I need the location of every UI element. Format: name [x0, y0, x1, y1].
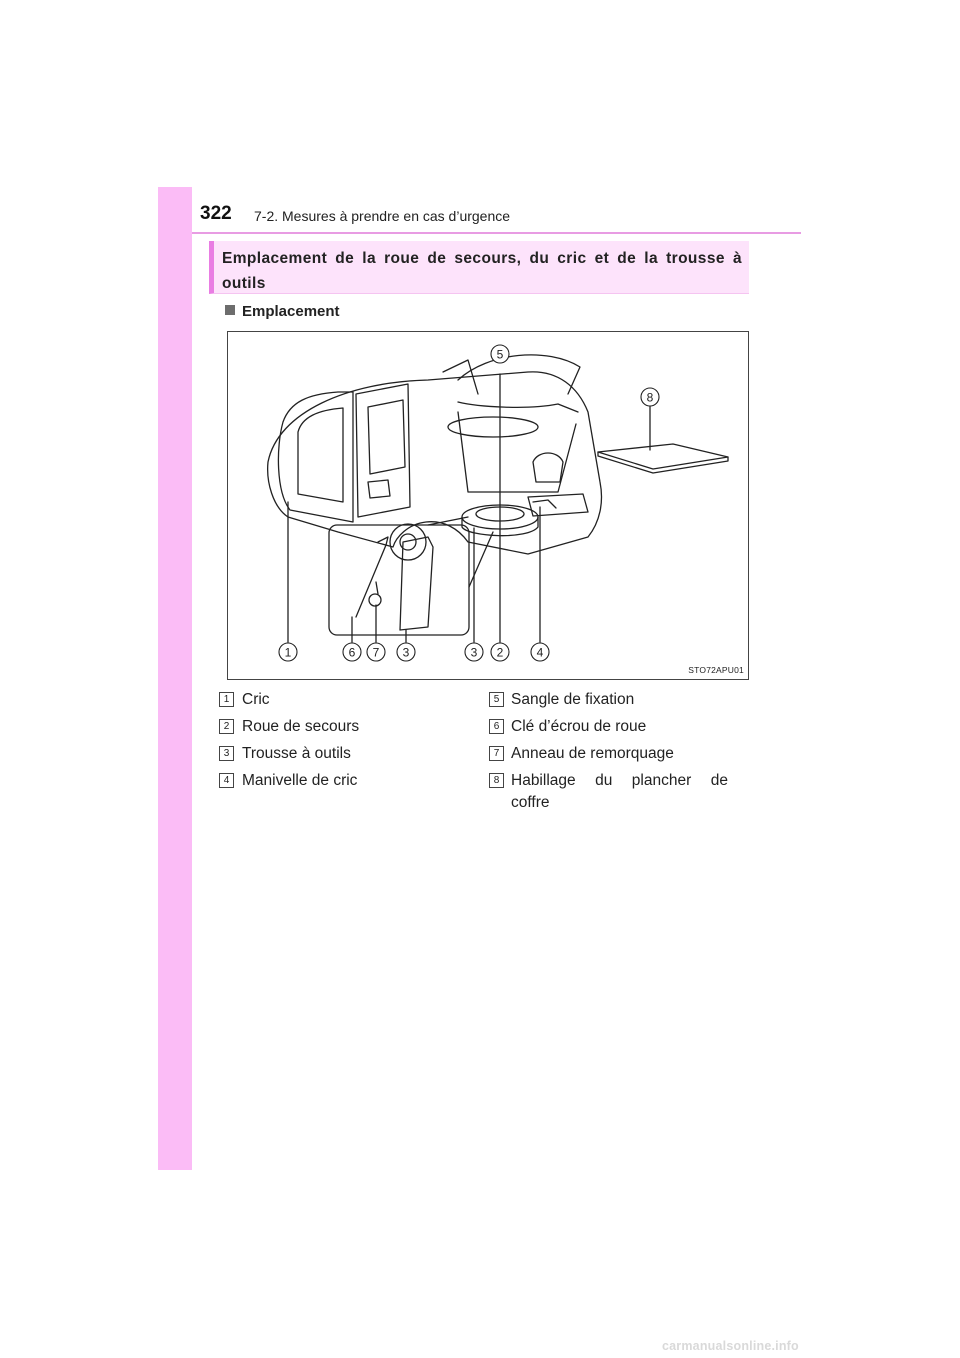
towing-eye-ring — [369, 594, 381, 606]
parcel-shelf — [448, 417, 538, 437]
towing-eye-shaft — [376, 582, 378, 594]
rear-bumper — [528, 494, 588, 516]
door-window — [298, 408, 343, 502]
car-tools-illustration — [228, 332, 750, 681]
header-divider — [192, 232, 801, 234]
legend-text-8-line-1 — [511, 770, 728, 792]
inset-pointer-line-1 — [469, 532, 493, 587]
legend-number-3: 3 — [219, 746, 234, 761]
cargo-opening-top — [458, 402, 578, 412]
callout-label-8: 8 — [646, 390, 654, 405]
legend-8-word-1: Habillage — [511, 772, 576, 789]
callout-label-1: 1 — [284, 645, 292, 660]
legend-8-word-3: plancher — [631, 772, 692, 789]
cargo-area — [458, 412, 576, 492]
legend-text-2: Roue de secours — [242, 718, 360, 735]
page-number: 322 — [200, 203, 232, 224]
car-drawing — [268, 355, 602, 560]
cargo-floor-board — [598, 444, 728, 469]
jack-handle-drawing — [533, 500, 556, 508]
subsection-heading-text: Emplacement — [242, 303, 340, 320]
legend-text-8-line-2: coffre — [511, 794, 550, 811]
legend-number-2: 2 — [219, 719, 234, 734]
legend-text-3: Trousse à outils — [242, 745, 351, 762]
callout-label-7: 7 — [372, 645, 380, 660]
chapter-title: 7-2. Mesures à prendre en cas d’urgence — [254, 208, 511, 224]
legend-8-word-4: de — [710, 772, 728, 789]
section-title: Emplacement de la roue de secours, du cric et de la trousse à outils — [222, 250, 742, 292]
rear-door-window — [368, 400, 405, 474]
legend-number-8: 8 — [489, 773, 504, 788]
cargo-floor-board-edge — [598, 452, 728, 473]
legend-8-word-2: du — [595, 772, 613, 789]
legend-text-5: Sangle de fixation — [511, 691, 635, 708]
legend-number-6: 6 — [489, 719, 504, 734]
tool-bag — [400, 537, 433, 630]
tools-inset-box — [329, 525, 469, 635]
jack-location — [368, 480, 390, 498]
open-front-door — [278, 392, 353, 522]
subsection-heading — [225, 303, 340, 320]
callout-label-5: 5 — [496, 347, 504, 362]
callout-label-2: 2 — [496, 645, 504, 660]
legend-text-1: Cric — [242, 691, 270, 708]
callout-label-3b: 3 — [470, 645, 478, 660]
figure-code: STO72APU01 — [688, 665, 744, 675]
legend-text-8 — [511, 770, 728, 814]
legend-number-7: 7 — [489, 746, 504, 761]
legend-text-4: Manivelle de cric — [242, 772, 358, 789]
chapter-side-tab — [158, 187, 192, 1170]
legend-number-5: 5 — [489, 692, 504, 707]
tool-tray — [533, 453, 563, 482]
legend-text-6: Clé d’écrou de roue — [511, 718, 647, 735]
spare-tire-drawing — [462, 500, 556, 536]
square-bullet-icon — [225, 305, 235, 315]
callout-label-3a: 3 — [402, 645, 410, 660]
site-watermark: carmanualsonline.info — [662, 1339, 799, 1353]
legend-text-7: Anneau de remorquage — [511, 745, 674, 762]
legend-number-1: 1 — [219, 692, 234, 707]
car-body-outline — [268, 372, 602, 554]
legend-number-4: 4 — [219, 773, 234, 788]
callout-label-4: 4 — [536, 645, 544, 660]
illustration-frame — [227, 331, 749, 680]
callout-label-6: 6 — [348, 645, 356, 660]
